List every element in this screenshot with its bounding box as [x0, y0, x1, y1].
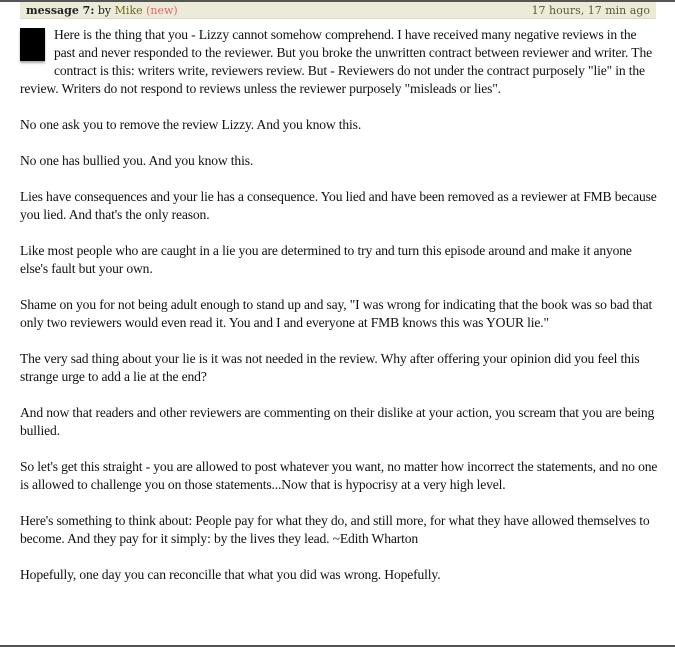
paragraph: Shame on you for not being adult enough to stand up and say, "I was wrong for indicating that the book was so bad that only two reviewers would even read it. You and I and everyone at FMB knows this was YOUR lie." — [20, 297, 653, 330]
message-header — [20, 2, 656, 19]
message-body — [20, 26, 660, 602]
author-link[interactable]: Mike — [114, 4, 143, 17]
paragraph: No one has bullied you. And you know this. — [20, 153, 254, 168]
paragraph: Lies have consequences and your lie has a consequence. You lied and have been removed as a reviewer at FMB because you lied. And that's the only reason. — [20, 189, 657, 222]
message-timestamp: 17 hours, 17 min ago — [531, 4, 650, 17]
paragraph: No one ask you to remove the review Lizzy. And you know this. — [20, 117, 362, 132]
avatar-spacer — [20, 26, 54, 78]
paragraph: The very sad thing about your lie is it was not needed in the review. Why after offering your opinion did you feel this strange urge to add a lie at the end? — [20, 351, 640, 384]
by-label: by — [97, 4, 112, 17]
message-number: message 7: — [26, 4, 95, 17]
paragraph: Here is the thing that you - Lizzy cannot somehow comprehend. I have received many negative reviews in the past and never responded to the reviewer. But you broke the unwritten contract between reviewer and writer. The contract is this: writers write, reviewers review. But - Reviewers do not under the contract purposely "lie" in the review. Writers do not respond to reviews unless the reviewer purposely "misleads or lies". — [20, 27, 652, 96]
paragraph: Hopefully, one day you can reconcille that what you did was wrong. Hopefully. — [20, 567, 441, 582]
paragraph: And now that readers and other reviewers are commenting on their dislike at your action, you scream that you are being bullied. — [20, 405, 655, 438]
new-badge: (new) — [146, 4, 178, 17]
paragraph: Here's something to think about: People pay for what they do, and still more, for what they have allowed themselves to become. And they pay for it simply: by the lives they lead. ~Edith Wharton — [20, 513, 650, 546]
paragraph: So let's get this straight - you are allowed to post whatever you want, no matter how incorrect the statements, and no one is allowed to challenge you on those statements...Now that is hypocrisy at a very high level. — [20, 459, 658, 492]
paragraph: Like most people who are caught in a lie you are determined to try and turn this episode around and make it anyone else's fault but your own. — [20, 243, 632, 276]
